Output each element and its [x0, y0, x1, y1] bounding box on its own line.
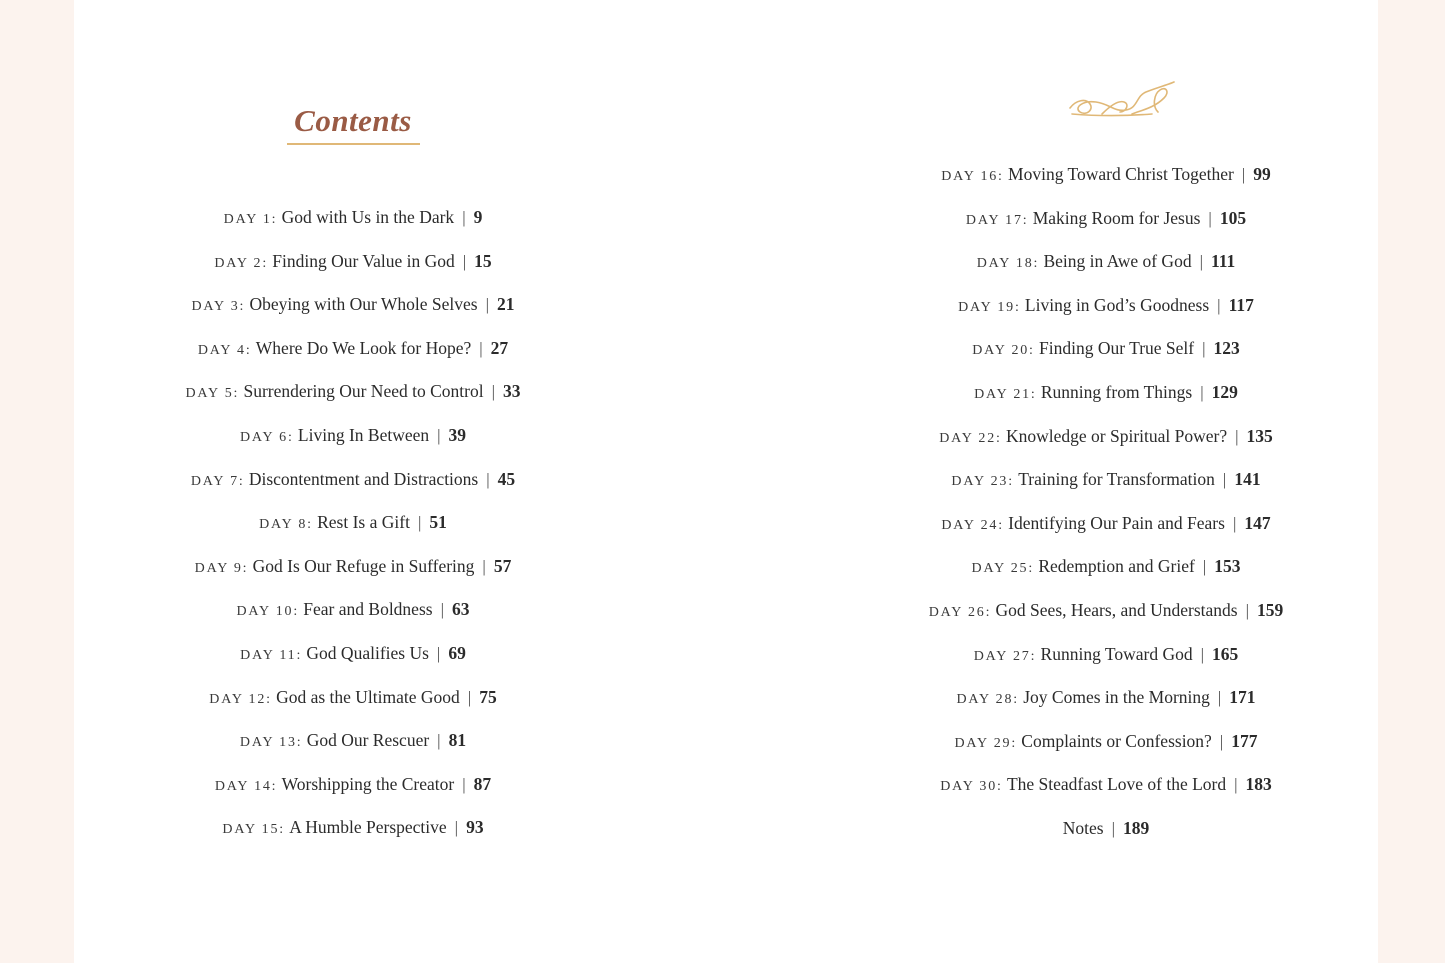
day-label: DAY 20:	[972, 343, 1035, 359]
page-separator: |	[1219, 731, 1224, 751]
day-label: DAY 3:	[191, 299, 246, 315]
toc-entry	[808, 159, 1404, 203]
day-label: DAY 30:	[940, 779, 1003, 795]
toc-entry	[74, 769, 632, 813]
toc-entry	[808, 551, 1404, 595]
contents-title: Contents	[294, 103, 412, 138]
entry-title: Finding Our True Self	[1039, 338, 1195, 359]
page-separator: |	[485, 295, 489, 315]
day-label: DAY 28:	[956, 692, 1019, 708]
toc-list-right	[808, 159, 1404, 857]
page-separator: |	[1234, 775, 1238, 795]
page-number: 171	[1229, 687, 1256, 708]
page-number: 153	[1214, 556, 1241, 577]
entry-title: Where Do We Look for Hope?	[255, 337, 472, 358]
entry-title: The Steadfast Love of the Lord	[1006, 774, 1227, 795]
page-number: 117	[1228, 294, 1254, 315]
page-number: 147	[1244, 512, 1271, 533]
entry-title: God Our Rescuer	[306, 730, 430, 751]
toc-entry	[74, 682, 632, 726]
page-separator: |	[1202, 557, 1207, 577]
toc-entry	[74, 333, 632, 377]
page-number: 21	[497, 294, 515, 315]
page-number: 15	[474, 250, 492, 271]
toc-entry	[74, 507, 632, 551]
day-label: DAY 14:	[214, 778, 278, 794]
page-separator: |	[1200, 382, 1204, 402]
day-label: DAY 22:	[939, 430, 1002, 446]
entry-title: Finding Our Value in God	[272, 250, 455, 271]
toc-entry	[808, 333, 1404, 377]
entry-title: A Humble Perspective	[289, 817, 447, 838]
entry-title: Worshipping the Creator	[281, 773, 455, 794]
day-label: DAY 27:	[973, 648, 1037, 664]
page-number: 105	[1219, 207, 1247, 228]
page-separator: |	[482, 556, 486, 576]
day-label: DAY 6:	[239, 429, 294, 445]
toc-entry	[808, 203, 1404, 247]
page-number: 129	[1211, 381, 1238, 402]
toc-entry	[74, 420, 632, 464]
entry-title: Making Room for Jesus	[1032, 207, 1201, 228]
page-number: 111	[1210, 251, 1236, 272]
day-label: DAY 15:	[222, 822, 285, 838]
page-separator: |	[1208, 208, 1212, 228]
page-separator: |	[440, 600, 444, 620]
entry-title: Being in Awe of God	[1043, 251, 1192, 272]
toc-entry	[74, 202, 632, 246]
toc-entry	[808, 246, 1404, 290]
entry-title: Training for Transformation	[1018, 469, 1215, 490]
day-label: DAY 21:	[974, 386, 1037, 402]
page-separator: |	[437, 731, 441, 751]
toc-entry	[74, 464, 632, 508]
day-label: DAY 17:	[965, 212, 1029, 228]
page-separator: |	[462, 208, 466, 227]
toc-entry	[808, 377, 1404, 421]
toc-entry	[74, 376, 632, 420]
toc-entry	[808, 290, 1404, 334]
day-label: DAY 29:	[954, 735, 1018, 751]
entry-title: Redemption and Grief	[1038, 556, 1195, 577]
page-separator: |	[1241, 165, 1246, 184]
toc-list-left	[74, 202, 632, 856]
page-separator: |	[479, 338, 483, 358]
page-separator: |	[1202, 339, 1206, 359]
page-number: 135	[1246, 425, 1273, 446]
toc-entry	[74, 725, 632, 769]
entry-title: Joy Comes in the Morning	[1023, 687, 1210, 708]
entry-title: Surrendering Our Need to Control	[243, 381, 484, 402]
day-label: DAY 7:	[190, 473, 245, 489]
page-number: 81	[448, 730, 467, 751]
page-separator: |	[1217, 688, 1222, 708]
page-number: 69	[448, 642, 466, 663]
toc-entry	[74, 594, 632, 638]
page-number: 99	[1253, 164, 1271, 184]
day-label: DAY 18:	[976, 256, 1040, 272]
entry-title: God Qualifies Us	[306, 642, 429, 663]
page-separator: |	[1235, 426, 1239, 446]
page-number: 123	[1213, 338, 1240, 359]
entry-title: Discontentment and Distractions	[248, 468, 479, 489]
toc-entry	[74, 812, 632, 856]
page-number: 27	[490, 337, 509, 358]
page-separator: |	[454, 818, 459, 838]
day-label: DAY 2:	[214, 255, 269, 271]
entry-title: Obeying with Our Whole Selves	[249, 294, 478, 315]
entry-title: Notes	[1062, 817, 1104, 838]
page-separator: |	[1245, 600, 1249, 620]
day-label: DAY 8:	[259, 517, 313, 533]
entry-title: Moving Toward Christ Together	[1008, 164, 1234, 184]
page-separator: |	[462, 774, 466, 794]
page-separator: |	[467, 687, 472, 707]
page-number: 45	[497, 468, 516, 489]
toc-entry	[808, 769, 1404, 813]
toc-entry	[808, 726, 1404, 770]
day-label: DAY 13:	[239, 735, 303, 751]
day-label: DAY 12:	[209, 691, 272, 707]
toc-entry	[808, 595, 1404, 639]
toc-entry	[808, 639, 1404, 683]
page-number: 141	[1234, 469, 1261, 490]
entry-title: God as the Ultimate Good	[276, 686, 460, 707]
entry-title: God Is Our Refuge in Suffering	[252, 555, 475, 576]
page-number: 87	[473, 773, 492, 794]
page-separator: |	[486, 469, 490, 489]
page-separator: |	[1199, 252, 1203, 272]
page-number: 159	[1256, 599, 1284, 620]
toc-entry	[74, 246, 632, 290]
day-label: DAY 10:	[236, 604, 300, 620]
entry-title: Identifying Our Pain and Fears	[1008, 512, 1225, 533]
entry-title: God Sees, Hears, and Understands	[995, 599, 1238, 620]
toc-entry	[74, 638, 632, 682]
page-number: 165	[1212, 643, 1239, 664]
page-number: 177	[1231, 730, 1258, 751]
page-number: 33	[502, 381, 521, 402]
page-separator: |	[1222, 470, 1227, 490]
toc-entry	[808, 682, 1404, 726]
toc-entry	[808, 464, 1404, 508]
entry-title: Living In Between	[297, 424, 430, 445]
toc-entry	[74, 289, 632, 333]
page-separator: |	[462, 251, 467, 271]
entry-title: God with Us in the Dark	[281, 207, 455, 227]
entry-title: Knowledge or Spiritual Power?	[1005, 425, 1228, 446]
page-separator: |	[1232, 513, 1237, 533]
entry-title: Running Toward God	[1040, 643, 1193, 664]
page-number: 63	[451, 599, 470, 620]
page-separator: |	[1217, 295, 1221, 315]
entry-title: Complaints or Confession?	[1021, 730, 1212, 751]
right-page	[808, 0, 1404, 963]
toc-entry	[808, 813, 1404, 857]
left-page	[74, 0, 632, 963]
page-number: 39	[448, 424, 467, 445]
toc-entry	[74, 551, 632, 595]
page-separator: |	[1200, 644, 1204, 664]
page-number: 183	[1245, 774, 1272, 795]
day-label: DAY 4:	[197, 342, 252, 358]
flourish-icon	[1066, 78, 1178, 122]
day-label: DAY 11:	[240, 647, 303, 663]
page-separator: |	[491, 382, 495, 402]
page-separator: |	[417, 513, 422, 533]
day-label: DAY 25:	[971, 561, 1035, 577]
title-underline	[287, 143, 420, 145]
page-number: 93	[466, 817, 484, 838]
page-number: 75	[479, 686, 497, 707]
toc-entry	[808, 421, 1404, 465]
entry-title: Running from Things	[1040, 381, 1193, 402]
day-label: DAY 19:	[958, 299, 1021, 315]
entry-title: Fear and Boldness	[303, 599, 433, 620]
page-number: 189	[1122, 817, 1150, 838]
toc-entry	[808, 508, 1404, 552]
page-number: 57	[493, 555, 512, 576]
page-number: 51	[429, 512, 447, 533]
day-label: DAY 24:	[941, 517, 1004, 533]
page-number: 9	[473, 207, 483, 227]
page-separator: |	[437, 425, 441, 445]
entry-title: Rest Is a Gift	[317, 512, 410, 533]
day-label: DAY 9:	[194, 560, 249, 576]
day-label: DAY 5:	[185, 386, 240, 402]
day-label: DAY 26:	[928, 604, 992, 620]
page-separator: |	[436, 643, 441, 663]
day-label: DAY 16:	[941, 169, 1004, 184]
entry-title: Living in God’s Goodness	[1024, 294, 1210, 315]
day-label: DAY 23:	[951, 474, 1014, 490]
page-separator: |	[1111, 818, 1115, 838]
day-label: DAY 1:	[223, 212, 278, 227]
